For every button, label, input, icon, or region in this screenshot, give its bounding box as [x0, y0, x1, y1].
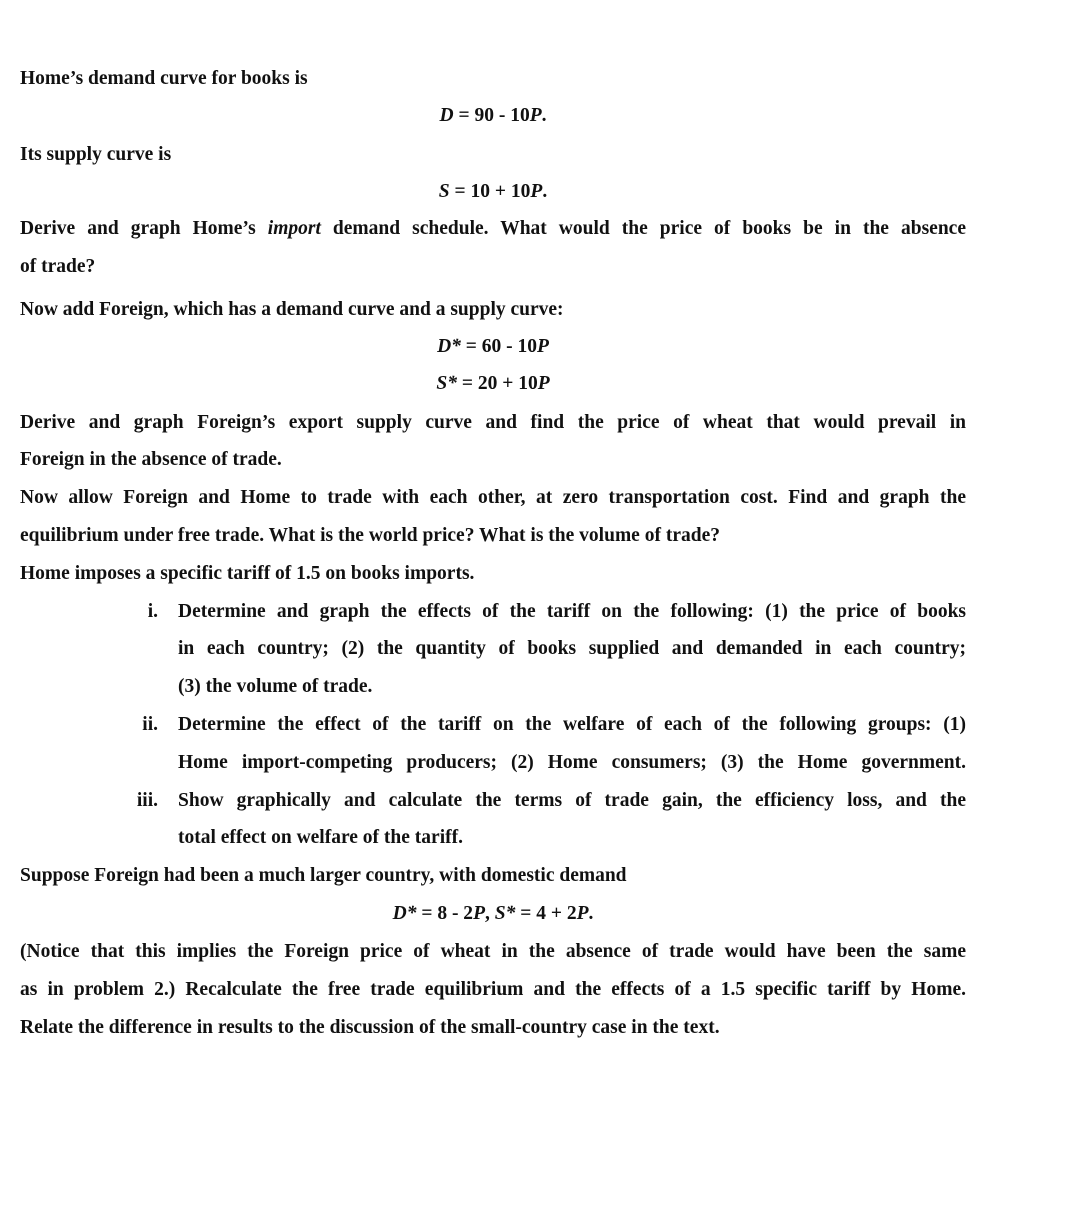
eq4-p: P [537, 373, 550, 394]
question-export-supply-line1: Derive and graph Foreign’s export supply curve and find the price of wheat that would prevail in [20, 412, 966, 433]
eq3-p: P [537, 336, 549, 357]
eq2-end: . [542, 181, 548, 202]
eq4-rest: = 20 + 10 [456, 373, 538, 394]
q3-import-word: import [267, 218, 321, 239]
final-note-line1: (Notice that this implies the Foreign price of wheat in the absence of trade would have been the same [20, 941, 966, 962]
foreign-intro: Now add Foreign, which has a demand curve and a supply curve: [20, 299, 564, 320]
eq5-p1: P [473, 903, 485, 924]
eq2-rest: = 10 + 10 [449, 181, 531, 202]
eq5-v1: D* [392, 903, 417, 924]
large-foreign-equation [0, 902, 986, 926]
eq5-v2: S* [494, 903, 516, 924]
q3-part-a: Derive and graph Home’s [20, 218, 268, 239]
item-i-line1: Determine and graph the effects of the tariff on the following: (1) the price of books [178, 601, 966, 622]
item-i-number: i. [147, 601, 158, 622]
question-export-supply-line2: Foreign in the absence of trade. [20, 449, 282, 470]
item-iii-number: iii. [136, 790, 158, 811]
eq1-end: . [541, 105, 547, 126]
eq5-p2: P [576, 903, 589, 924]
question-free-trade-line1: Now allow Foreign and Home to trade with each other, at zero transportation cost. Find and graph the [20, 487, 966, 508]
eq2-p: P [530, 181, 543, 202]
eq5-sep: , [484, 903, 495, 924]
eq5-end: . [588, 903, 594, 924]
item-iii-line1: Show graphically and calculate the terms of trade gain, the efficiency loss, and the [178, 790, 966, 811]
question-free-trade-line2: equilibrium under free trade. What is the world price? What is the volume of trade? [20, 525, 720, 546]
foreign-supply-equation [0, 372, 986, 396]
home-supply-intro: Its supply curve is [20, 144, 172, 165]
eq5-r1: = 8 - 2 [416, 903, 474, 924]
q3-part-c: demand schedule. What would the price of books be in the absence [320, 218, 966, 239]
home-demand-equation [0, 104, 986, 128]
item-ii-number: ii. [142, 714, 158, 735]
home-supply-equation [0, 180, 986, 204]
tariff-intro: Home imposes a specific tariff of 1.5 on books imports. [20, 563, 475, 584]
eq3-rest: = 60 - 10 [460, 336, 538, 357]
eq1-rest: = 90 - 10 [453, 105, 530, 126]
item-iii-line2: total effect on welfare of the tariff. [178, 827, 463, 848]
eq5-r2: = 4 + 2 [515, 903, 577, 924]
item-ii-line2: Home import-competing producers; (2) Home consumers; (3) the Home government. [178, 752, 966, 773]
eq3-var: D* [437, 336, 461, 357]
item-i-line2: in each country; (2) the quantity of books supplied and demanded in each country; [178, 638, 966, 659]
final-note-line3: Relate the difference in results to the discussion of the small-country case in the text. [20, 1017, 720, 1038]
foreign-demand-equation [0, 335, 986, 359]
eq4-var: S* [436, 373, 457, 394]
item-i-line3: (3) the volume of trade. [178, 676, 373, 697]
eq1-p: P [529, 105, 542, 126]
home-demand-intro: Home’s demand curve for books is [20, 68, 308, 89]
final-note-line2: as in problem 2.) Recalculate the free trade equilibrium and the effects of a 1.5 specific tariff by Home. [20, 979, 966, 1000]
eq1-var: D [439, 105, 454, 126]
item-ii-line1: Determine the effect of the tariff on the welfare of each of the following groups: (1) [178, 714, 966, 735]
large-foreign-intro: Suppose Foreign had been a much larger country, with domestic demand [20, 865, 627, 886]
question-import-demand-line2: of trade? [20, 256, 96, 277]
question-import-demand-line1 [20, 217, 966, 241]
eq2-var: S [438, 181, 450, 202]
